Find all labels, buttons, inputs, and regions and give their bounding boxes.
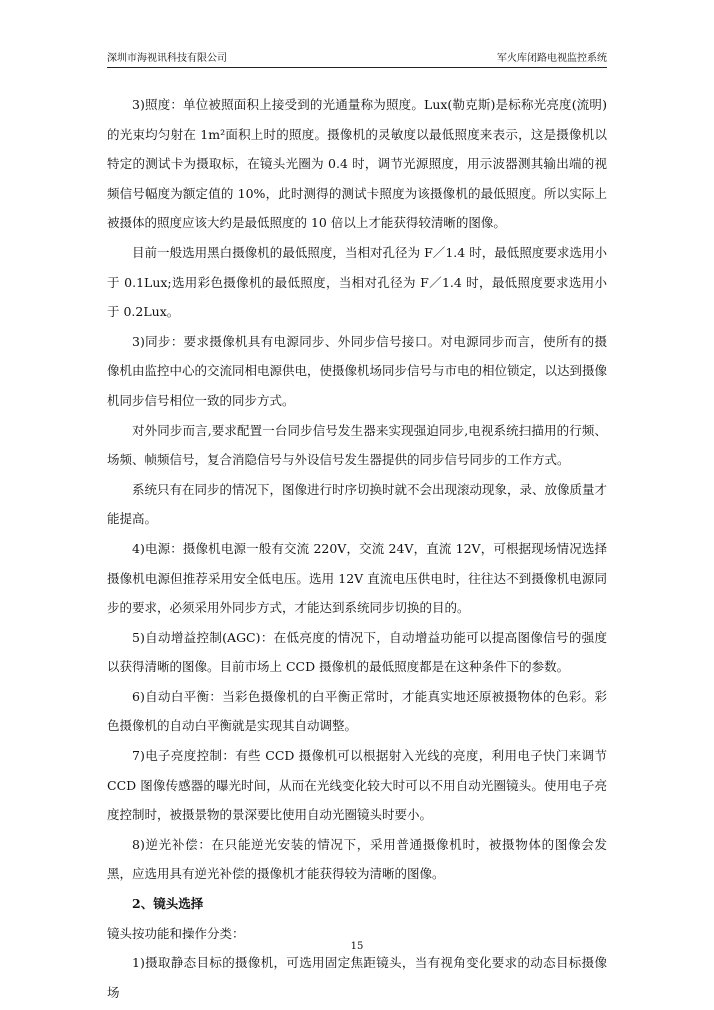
paragraph-agc: 5)自动增益控制(AGC)：在低亮度的情况下，自动增益功能可以提高图像信号的强度以获得清晰的图像。目前市场上 CCD 摄像机的最低照度都是在这种条件下的参数。 [107, 629, 607, 675]
paragraph-sync: 3)同步：要求摄像机具有电源同步、外同步信号接口。对电源同步而言，使所有的摄像机由监控中心的交流同相电源供电，使摄像机场同步信号与市电的相位锁定，以达到摄像机同步信号相位一致的同步方式。 [107, 333, 608, 408]
header-document-title: 军火库闭路电视监控系统 [497, 53, 607, 64]
paragraph-external-sync: 对外同步而言,要求配置一台同步信号发生器来实现强迫同步,电视系统扫描用的行频、场频、帧频信号，复合消隐信号与外设信号发生器提供的同步信号同步的工作方式。 [107, 422, 607, 468]
header-company: 深圳市海视讯科技有限公司 [107, 53, 227, 64]
paragraph-electronic-brightness: 7)电子亮度控制：有些 CCD 摄像机可以根据射入光线的亮度，利用电子快门来调节 CCD 图像传感器的曝光时间，从而在光线变化较大时可以不用自动光圈镜头。使用电子亮度控制时，被摄景物的景深要比使用自动光圈镜头时要小。 [107, 748, 607, 823]
paragraph-illuminance: 3)照度：单位被照面积上接受到的光通量称为照度。Lux(勒克斯)是标称光亮度(流明)的光束均匀射在 1m²面积上时的照度。摄像机的灵敏度以最低照度来表示，这是摄像机以特定的测试卡为摄取标，在镜头光圈为 0.4 时，调节光源照度，用示波器测其输出端的视频信号幅度为额定值的 10%，此时测得的测试卡照度为该摄像机的最低照度。所以实际上被摄体的照度应该大约是最低照度的 10 倍以上才能获得较清晰的图像。 [107, 97, 607, 231]
section-heading: 2、镜头选择 [132, 896, 204, 912]
paragraph-power: 4)电源：摄像机电源一般有交流 220V，交流 24V，直流 12V，可根据现场情况选择摄像机电源但推荐采用安全低电压。选用 12V 直流电压供电时，往往达不到摄像机电源同步的要求，必须采用外同步方式，才能达到系统同步切换的目的。 [107, 540, 607, 616]
page-body [107, 90, 607, 1007]
paragraph-minimum-illuminance: 目前一般选用黑白摄像机的最低照度，当相对孔径为 F／1.4 时，最低照度要求选用小于 0.1Lux;选用彩色摄像机的最低照度，当相对孔径为 F／1.4 时，最低照度要求选用小于 0.2Lux。 [107, 244, 607, 320]
header-divider [107, 67, 607, 68]
paragraph-sync-result: 系统只有在同步的情况下，图像进行时序切换时就不会出现滚动现象，录、放像质量才能提高。 [107, 481, 608, 527]
paragraph-backlight-compensation: 8)逆光补偿：在只能逆光安装的情况下，采用普通摄像机时，被摄物体的图像会发黑，应选用具有逆光补偿的摄像机才能获得较为清晰的图像。 [107, 836, 607, 882]
paragraph-white-balance: 6)自动白平衡：当彩色摄像机的白平衡正常时，才能真实地还原被摄物体的色彩。彩色摄像机的自动白平衡就是实现其自动调整。 [107, 688, 607, 734]
page-number: 15 [350, 941, 364, 952]
page-header [107, 52, 607, 66]
paragraph-lens-fixed-focal: 1)摄取静态目标的摄像机，可选用固定焦距镜头，当有视角变化要求的动态目标摄像场 [107, 955, 607, 1000]
section-intro: 镜头按功能和操作分类： [107, 925, 245, 941]
